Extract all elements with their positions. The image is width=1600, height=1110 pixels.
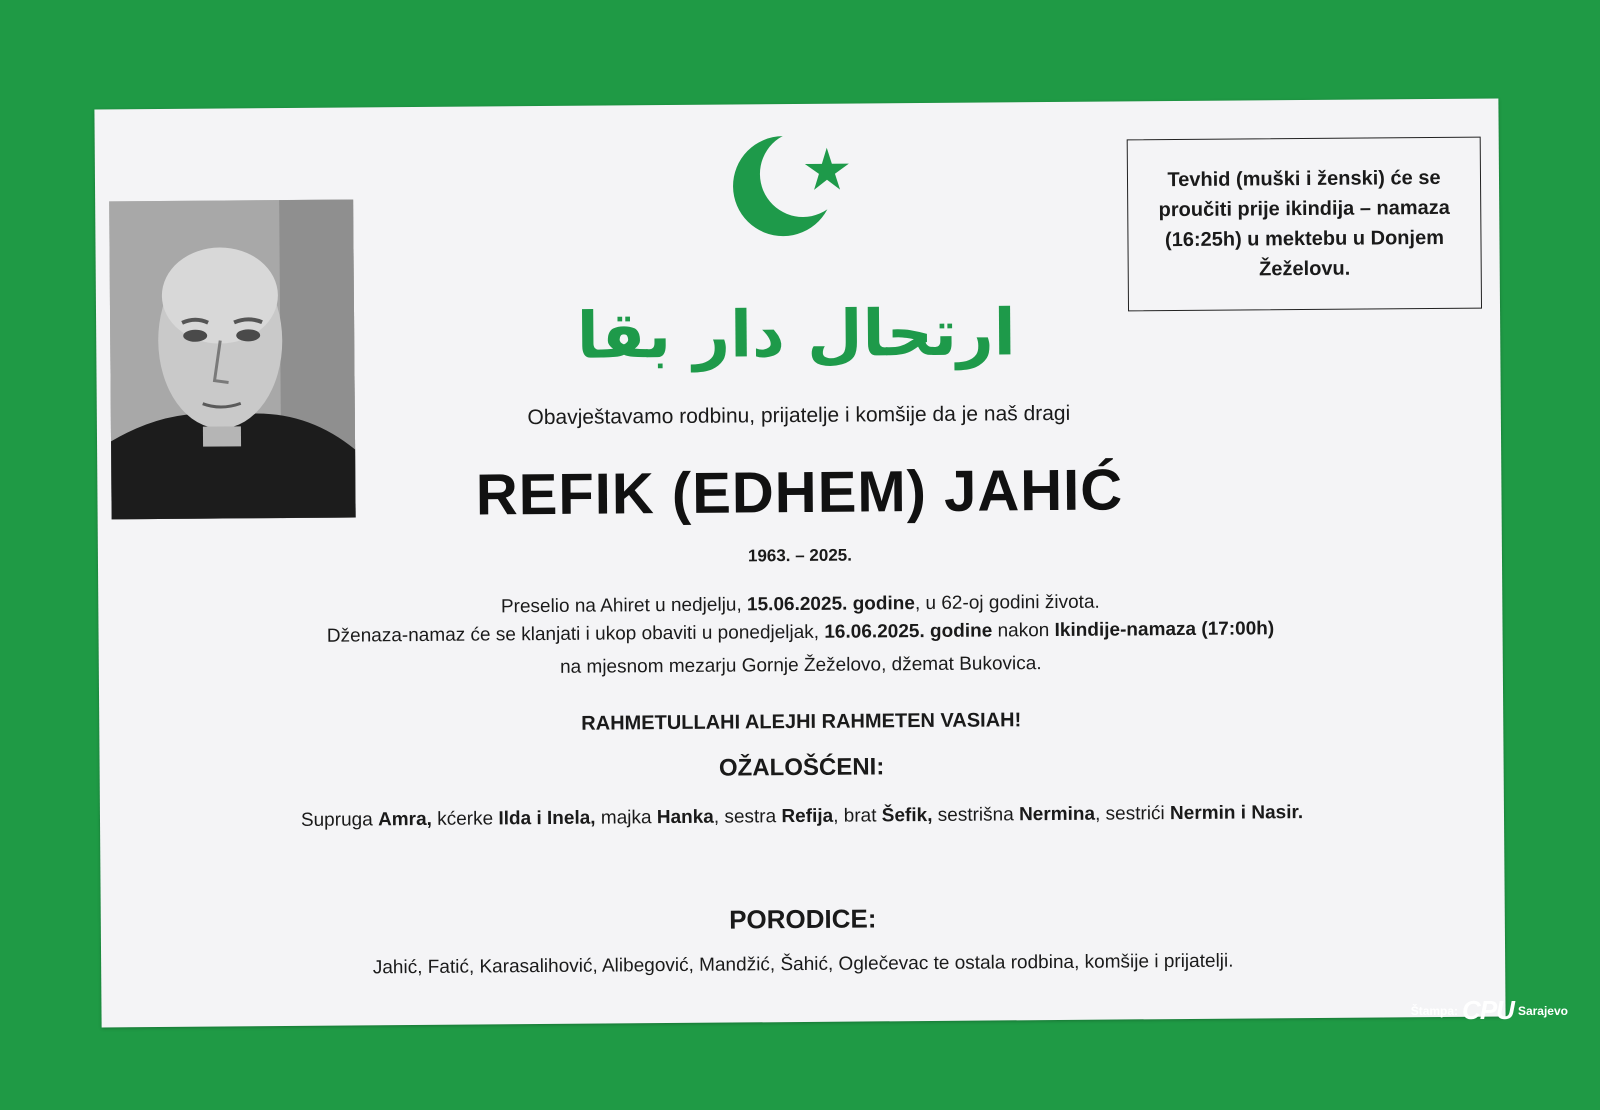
mourner-role: majka xyxy=(595,807,657,829)
arabic-calligraphy: ارتحال دار بقا xyxy=(576,296,1016,374)
mourner-name: Ilda i Inela, xyxy=(498,807,596,830)
cemetery-line: na mjesnom mezarju Gornje Žeželovo, džemat Bukovica. xyxy=(559,653,1042,678)
death-date: 15.06.2025. godine xyxy=(746,593,915,616)
funeral-line-part1: Dženaza-namaz će se klanjati i ukop obaviti u ponedjeljak, xyxy=(326,621,825,647)
islamic-emblem xyxy=(576,123,1016,395)
mourners-list xyxy=(100,795,1504,838)
funeral-line-part2: nakon xyxy=(992,620,1055,642)
deceased-name: REFIK (EDHEM) JAHIĆ xyxy=(475,457,1124,528)
families-list: Jahić, Fatić, Karasalihović, Alibegović, Mandžić, Šahić, Oglečevac te ostala rodbina, komšije i prijatelji. xyxy=(372,950,1234,979)
mourner-role: , sestrići xyxy=(1094,803,1171,825)
printer-credit xyxy=(1411,995,1568,1026)
death-line-part1: Preselio na Ahiret u nedjelju, xyxy=(500,594,748,618)
intro-text: Obavještavamo rodbinu, prijatelje i komšije da je naš dragi xyxy=(527,401,1071,430)
death-line-part2: , u 62-oj godini života. xyxy=(914,591,1100,615)
printer-city: Sarajevo xyxy=(1517,1003,1568,1018)
mourner-role: kćerke xyxy=(431,808,499,830)
mourner-name: Hanka xyxy=(656,806,714,829)
mourner-name: Nermina xyxy=(1018,803,1096,826)
tevhid-text: Tevhid (muški i ženski) će se proučiti prije ikindija – namaza (16:25h) u mektebu u Donjem Žeželovu. xyxy=(1158,166,1450,281)
mourner-name: Šefik, xyxy=(881,804,933,827)
obituary-notice xyxy=(94,99,1505,1028)
mourner-role: , brat xyxy=(833,805,882,827)
mourner-role: Supruga xyxy=(300,809,379,831)
mourner-name: Amra, xyxy=(377,808,432,831)
mourner-role: sestrišna xyxy=(932,804,1020,826)
death-line xyxy=(98,588,1502,621)
mourner-name: Nermin i Nasir. xyxy=(1169,802,1304,825)
funeral-date: 16.06.2025. godine xyxy=(824,620,993,643)
mourners-heading: OŽALOŠĆENI: xyxy=(718,753,885,782)
funeral-time: Ikindije-namaza (17:00h) xyxy=(1054,618,1275,642)
printer-prefix: Štampa: xyxy=(1410,1003,1459,1018)
life-years: 1963. – 2025. xyxy=(747,545,852,566)
mourner-role: , sestra xyxy=(713,806,782,828)
tevhid-info-box xyxy=(1127,137,1482,312)
mourner-name: Refija xyxy=(781,805,834,828)
rahmet-prayer: RAHMETULLAHI ALEJHI RAHMETEN VASIAH! xyxy=(581,709,1022,735)
printer-logo: CPU xyxy=(1462,995,1514,1025)
funeral-line xyxy=(98,616,1502,649)
families-heading: PORODICE: xyxy=(729,903,877,935)
